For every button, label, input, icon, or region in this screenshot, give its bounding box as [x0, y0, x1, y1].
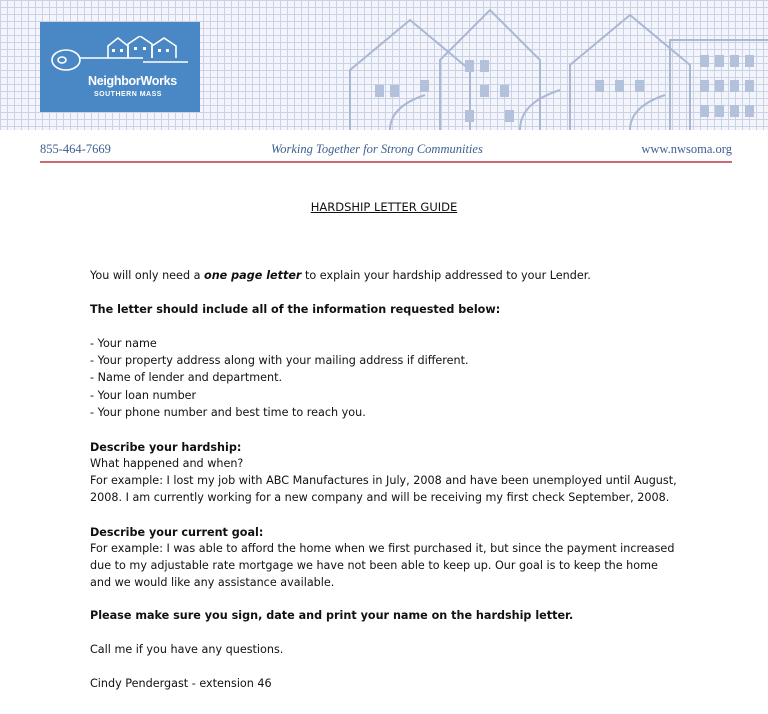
include-heading: The letter should include all of the information requested below:	[90, 303, 501, 316]
hardship-line: 2008. I am currently working for a new company and will be receiving my first check September, 2008.	[90, 491, 670, 504]
list-item: - Name of lender and department.	[90, 371, 283, 384]
header-divider	[40, 161, 732, 163]
tagline: Working Together for Strong Communities	[271, 142, 483, 156]
houses-illustration	[330, 0, 768, 130]
website-link[interactable]: www.nwsoma.org	[641, 142, 732, 156]
list-item: - Your name	[90, 337, 157, 350]
intro-text-after: to explain your hardship addressed to your Lender.	[301, 269, 591, 282]
list-item: - Your loan number	[90, 389, 197, 402]
signature: Cindy Pendergast - extension 46	[90, 677, 272, 690]
goal-line: due to my adjustable rate mortgage we have not been able to keep up. Our goal is to keep the home	[90, 559, 658, 572]
goal-heading: Describe your current goal:	[90, 526, 264, 539]
call-note: Call me if you have any questions.	[90, 643, 284, 656]
intro-text-before: You will only need a	[90, 269, 205, 282]
sign-note: Please make sure you sign, date and print your name on the hardship letter.	[90, 609, 574, 622]
hardship-line: What happened and when?	[90, 457, 244, 470]
hardship-heading: Describe your hardship:	[90, 441, 242, 454]
list-item: - Your phone number and best time to reach you.	[90, 406, 366, 419]
logo-brand: NeighborWorks	[88, 74, 177, 88]
goal-line: and we would like any assistance available.	[90, 576, 335, 589]
neighborworks-logo	[40, 22, 200, 112]
page-title: HARDSHIP LETTER GUIDE	[310, 200, 458, 214]
intro-paragraph	[90, 268, 591, 284]
key-houses-icon	[48, 36, 198, 76]
logo-subtitle: SOUTHERN MASS	[94, 91, 162, 98]
list-item: - Your property address along with your mailing address if different.	[90, 354, 469, 367]
letterhead-banner	[0, 0, 768, 130]
phone-number: 855-464-7669	[40, 142, 111, 156]
intro-emphasis: one page letter	[204, 269, 302, 282]
hardship-line: For example: I lost my job with ABC Manufactures in July, 2008 and have been unemployed until August,	[90, 474, 677, 487]
goal-line: For example: I was able to afford the home when we first purchased it, but since the payment increased	[90, 542, 675, 555]
